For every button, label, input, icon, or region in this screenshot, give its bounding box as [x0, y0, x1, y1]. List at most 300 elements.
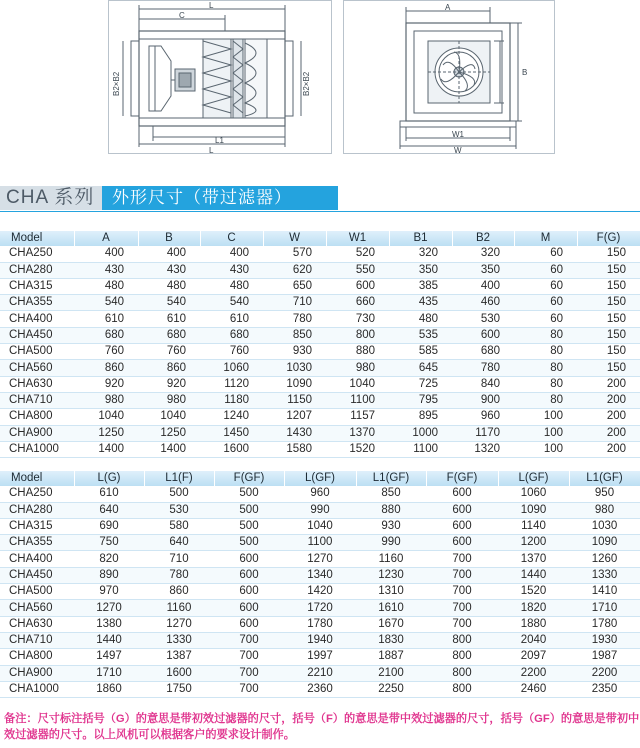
value-cell: 980 — [326, 360, 389, 376]
value-cell: 990 — [356, 535, 426, 551]
value-cell: 1940 — [284, 632, 356, 648]
value-cell: 600 — [214, 551, 284, 567]
footnote: 备注：尺寸标注括号（G）的意思是带初效过滤器的尺寸，括号（F）的意思是带中效过滤器的尺寸，括号（GF）的意思是带初中效过滤器的尺寸。以上风机可以根据客户的要求设计制作。 — [4, 713, 640, 741]
value-cell: 100 — [514, 441, 577, 457]
column-header: B — [138, 231, 200, 246]
model-cell: CHA355 — [0, 295, 74, 311]
dim-label-C: C — [179, 11, 185, 20]
table-row — [0, 360, 640, 376]
model-cell: CHA400 — [0, 311, 74, 327]
value-cell: 1340 — [284, 567, 356, 583]
column-header: W — [263, 231, 326, 246]
table-row — [0, 295, 640, 311]
dim-label-b2-right: B2×B2 — [302, 71, 311, 96]
table-header-row — [0, 471, 640, 486]
value-cell: 60 — [514, 311, 577, 327]
value-cell: 500 — [214, 486, 284, 502]
model-cell: CHA500 — [0, 584, 74, 600]
table-row — [0, 518, 640, 534]
value-cell: 1820 — [498, 600, 569, 616]
value-cell: 1710 — [74, 665, 144, 681]
table-row — [0, 584, 640, 600]
dim-label-b2-left: B2×B2 — [112, 71, 121, 96]
model-cell: CHA1000 — [0, 441, 74, 457]
value-cell: 2250 — [356, 681, 426, 697]
model-cell: CHA710 — [0, 632, 74, 648]
value-cell: 1720 — [284, 600, 356, 616]
value-cell: 1090 — [263, 376, 326, 392]
value-cell: 960 — [284, 486, 356, 502]
value-cell: 610 — [74, 311, 138, 327]
column-header: L(G) — [74, 471, 144, 486]
model-cell: CHA800 — [0, 649, 74, 665]
column-header: F(GF) — [426, 471, 498, 486]
value-cell: 1060 — [498, 486, 569, 502]
value-cell: 1440 — [498, 567, 569, 583]
value-cell: 570 — [263, 246, 326, 262]
value-cell: 430 — [74, 262, 138, 278]
value-cell: 780 — [452, 360, 514, 376]
column-header: F(G) — [577, 231, 640, 246]
value-cell: 850 — [263, 327, 326, 343]
table-row — [0, 486, 640, 502]
side-view-drawing — [108, 0, 332, 154]
table-row — [0, 262, 640, 278]
value-cell: 1997 — [284, 649, 356, 665]
value-cell: 150 — [577, 327, 640, 343]
value-cell: 520 — [326, 246, 389, 262]
value-cell: 1780 — [569, 616, 640, 632]
table-row — [0, 551, 640, 567]
table-row — [0, 376, 640, 392]
table-row — [0, 665, 640, 681]
value-cell: 1040 — [284, 518, 356, 534]
dim-label-A: A — [445, 3, 451, 12]
value-cell: 700 — [426, 584, 498, 600]
value-cell: 150 — [577, 311, 640, 327]
value-cell: 850 — [356, 486, 426, 502]
table-row — [0, 278, 640, 294]
value-cell: 1420 — [284, 584, 356, 600]
value-cell: 1400 — [138, 441, 200, 457]
value-cell: 60 — [514, 278, 577, 294]
value-cell: 60 — [514, 246, 577, 262]
value-cell: 200 — [577, 409, 640, 425]
value-cell: 2460 — [498, 681, 569, 697]
value-cell: 1860 — [74, 681, 144, 697]
column-header: W1 — [326, 231, 389, 246]
value-cell: 200 — [577, 425, 640, 441]
value-cell: 400 — [138, 246, 200, 262]
table-row — [0, 425, 640, 441]
value-cell: 860 — [138, 360, 200, 376]
column-header: C — [200, 231, 263, 246]
value-cell: 1150 — [263, 392, 326, 408]
value-cell: 920 — [138, 376, 200, 392]
model-cell: CHA560 — [0, 360, 74, 376]
value-cell: 710 — [144, 551, 214, 567]
value-cell: 530 — [144, 502, 214, 518]
value-cell: 2100 — [356, 665, 426, 681]
value-cell: 800 — [326, 327, 389, 343]
table-header-row — [0, 231, 640, 246]
value-cell: 930 — [263, 344, 326, 360]
value-cell: 600 — [426, 486, 498, 502]
value-cell: 150 — [577, 360, 640, 376]
table-row — [0, 649, 640, 665]
value-cell: 795 — [389, 392, 452, 408]
value-cell: 890 — [74, 567, 144, 583]
value-cell: 600 — [426, 502, 498, 518]
value-cell: 150 — [577, 246, 640, 262]
value-cell: 1060 — [200, 360, 263, 376]
value-cell: 1370 — [498, 551, 569, 567]
value-cell: 700 — [426, 616, 498, 632]
value-cell: 800 — [426, 681, 498, 697]
value-cell: 1600 — [144, 665, 214, 681]
value-cell: 970 — [74, 584, 144, 600]
value-cell: 2210 — [284, 665, 356, 681]
value-cell: 200 — [577, 376, 640, 392]
table-row — [0, 567, 640, 583]
column-header: M — [514, 231, 577, 246]
value-cell: 980 — [569, 502, 640, 518]
model-cell: CHA280 — [0, 502, 74, 518]
value-cell: 840 — [452, 376, 514, 392]
value-cell: 320 — [452, 246, 514, 262]
value-cell: 860 — [144, 584, 214, 600]
value-cell: 1430 — [263, 425, 326, 441]
model-cell: CHA1000 — [0, 681, 74, 697]
value-cell: 430 — [200, 262, 263, 278]
value-cell: 80 — [514, 344, 577, 360]
value-cell: 480 — [389, 311, 452, 327]
value-cell: 2360 — [284, 681, 356, 697]
value-cell: 1830 — [356, 632, 426, 648]
table-row — [0, 535, 640, 551]
model-cell: CHA315 — [0, 518, 74, 534]
model-cell: CHA900 — [0, 665, 74, 681]
value-cell: 780 — [144, 567, 214, 583]
front-view-svg — [344, 1, 554, 153]
value-cell: 1270 — [74, 600, 144, 616]
value-cell: 1320 — [452, 441, 514, 457]
dim-label-W: W — [454, 146, 462, 153]
value-cell: 1520 — [498, 584, 569, 600]
value-cell: 1250 — [74, 425, 138, 441]
value-cell: 540 — [74, 295, 138, 311]
value-cell: 600 — [452, 327, 514, 343]
column-header: L1(GF) — [569, 471, 640, 486]
value-cell: 930 — [356, 518, 426, 534]
value-cell: 80 — [514, 376, 577, 392]
value-cell: 1410 — [569, 584, 640, 600]
value-cell: 535 — [389, 327, 452, 343]
value-cell: 1987 — [569, 649, 640, 665]
value-cell: 1780 — [284, 616, 356, 632]
column-header: L(GF) — [498, 471, 569, 486]
value-cell: 500 — [214, 535, 284, 551]
value-cell: 1887 — [356, 649, 426, 665]
value-cell: 385 — [389, 278, 452, 294]
value-cell: 1270 — [144, 616, 214, 632]
column-header: F(GF) — [214, 471, 284, 486]
value-cell: 960 — [452, 409, 514, 425]
value-cell: 895 — [389, 409, 452, 425]
model-cell: CHA900 — [0, 425, 74, 441]
value-cell: 680 — [74, 327, 138, 343]
dim-label-L1: L1 — [215, 136, 224, 145]
value-cell: 1157 — [326, 409, 389, 425]
value-cell: 460 — [452, 295, 514, 311]
value-cell: 800 — [426, 632, 498, 648]
value-cell: 430 — [138, 262, 200, 278]
value-cell: 600 — [214, 584, 284, 600]
value-cell: 400 — [452, 278, 514, 294]
value-cell: 620 — [263, 262, 326, 278]
value-cell: 2200 — [498, 665, 569, 681]
value-cell: 400 — [74, 246, 138, 262]
value-cell: 610 — [200, 311, 263, 327]
dim-label-L-top: L — [209, 1, 214, 10]
value-cell: 1450 — [200, 425, 263, 441]
value-cell: 645 — [389, 360, 452, 376]
model-cell: CHA315 — [0, 278, 74, 294]
value-cell: 750 — [74, 535, 144, 551]
value-cell: 80 — [514, 327, 577, 343]
model-cell: CHA450 — [0, 567, 74, 583]
model-cell: CHA630 — [0, 376, 74, 392]
value-cell: 80 — [514, 360, 577, 376]
value-cell: 2097 — [498, 649, 569, 665]
value-cell: 540 — [138, 295, 200, 311]
value-cell: 1200 — [498, 535, 569, 551]
value-cell: 1750 — [144, 681, 214, 697]
value-cell: 150 — [577, 278, 640, 294]
model-cell: CHA250 — [0, 486, 74, 502]
value-cell: 1100 — [389, 441, 452, 457]
value-cell: 1140 — [498, 518, 569, 534]
value-cell: 880 — [356, 502, 426, 518]
value-cell: 150 — [577, 262, 640, 278]
value-cell: 1600 — [200, 441, 263, 457]
value-cell: 500 — [214, 518, 284, 534]
value-cell: 435 — [389, 295, 452, 311]
value-cell: 800 — [426, 665, 498, 681]
value-cell: 540 — [200, 295, 263, 311]
dim-label-B: B — [522, 68, 528, 77]
value-cell: 400 — [200, 246, 263, 262]
value-cell: 1090 — [569, 535, 640, 551]
value-cell: 640 — [74, 502, 144, 518]
value-cell: 1370 — [326, 425, 389, 441]
value-cell: 800 — [426, 649, 498, 665]
value-cell: 1580 — [263, 441, 326, 457]
value-cell: 480 — [74, 278, 138, 294]
value-cell: 60 — [514, 295, 577, 311]
value-cell: 1260 — [569, 551, 640, 567]
value-cell: 730 — [326, 311, 389, 327]
value-cell: 1930 — [569, 632, 640, 648]
value-cell: 350 — [452, 262, 514, 278]
value-cell: 600 — [214, 567, 284, 583]
value-cell: 1330 — [144, 632, 214, 648]
front-view-drawing — [343, 0, 555, 154]
value-cell: 700 — [426, 600, 498, 616]
dim-label-L: L — [209, 146, 214, 153]
value-cell: 820 — [74, 551, 144, 567]
value-cell: 1160 — [356, 551, 426, 567]
value-cell: 680 — [138, 327, 200, 343]
value-cell: 660 — [326, 295, 389, 311]
value-cell: 640 — [144, 535, 214, 551]
value-cell: 1207 — [263, 409, 326, 425]
value-cell: 610 — [138, 311, 200, 327]
value-cell: 1000 — [389, 425, 452, 441]
value-cell: 530 — [452, 311, 514, 327]
dimensions-table-1 — [0, 231, 640, 458]
value-cell: 860 — [74, 360, 138, 376]
value-cell: 1497 — [74, 649, 144, 665]
table-row — [0, 681, 640, 697]
value-cell: 980 — [74, 392, 138, 408]
model-cell: CHA250 — [0, 246, 74, 262]
value-cell: 480 — [138, 278, 200, 294]
value-cell: 200 — [577, 441, 640, 457]
column-header: L1(GF) — [356, 471, 426, 486]
value-cell: 1270 — [284, 551, 356, 567]
value-cell: 1400 — [74, 441, 138, 457]
table-row — [0, 327, 640, 343]
value-cell: 1040 — [74, 409, 138, 425]
table-row — [0, 616, 640, 632]
column-header: B1 — [389, 231, 452, 246]
value-cell: 80 — [514, 392, 577, 408]
value-cell: 150 — [577, 344, 640, 360]
value-cell: 700 — [214, 665, 284, 681]
column-header: L1(F) — [144, 471, 214, 486]
model-cell: CHA280 — [0, 262, 74, 278]
dim-label-W1: W1 — [452, 130, 464, 139]
value-cell: 780 — [263, 311, 326, 327]
value-cell: 1440 — [74, 632, 144, 648]
series-tag: CHA 系列 — [0, 186, 102, 210]
section-divider — [0, 211, 640, 212]
value-cell: 1180 — [200, 392, 263, 408]
value-cell: 725 — [389, 376, 452, 392]
value-cell: 550 — [326, 262, 389, 278]
value-cell: 690 — [74, 518, 144, 534]
column-header: Model — [0, 231, 74, 246]
table-row — [0, 311, 640, 327]
value-cell: 2200 — [569, 665, 640, 681]
value-cell: 1120 — [200, 376, 263, 392]
value-cell: 1100 — [326, 392, 389, 408]
value-cell: 610 — [74, 486, 144, 502]
table-row — [0, 632, 640, 648]
model-cell: CHA710 — [0, 392, 74, 408]
value-cell: 880 — [326, 344, 389, 360]
value-cell: 585 — [389, 344, 452, 360]
model-cell: CHA450 — [0, 327, 74, 343]
value-cell: 600 — [426, 535, 498, 551]
column-header: B2 — [452, 231, 514, 246]
value-cell: 1030 — [263, 360, 326, 376]
value-cell: 100 — [514, 409, 577, 425]
value-cell: 1240 — [200, 409, 263, 425]
model-cell: CHA800 — [0, 409, 74, 425]
value-cell: 1160 — [144, 600, 214, 616]
table-row — [0, 392, 640, 408]
value-cell: 1380 — [74, 616, 144, 632]
section-title: 外形尺寸（带过滤器） — [102, 186, 338, 210]
value-cell: 1387 — [144, 649, 214, 665]
value-cell: 1330 — [569, 567, 640, 583]
value-cell: 100 — [514, 425, 577, 441]
value-cell: 1100 — [284, 535, 356, 551]
value-cell: 700 — [426, 567, 498, 583]
drawings-area — [0, 0, 640, 175]
value-cell: 760 — [200, 344, 263, 360]
column-header: A — [74, 231, 138, 246]
table-row — [0, 600, 640, 616]
value-cell: 200 — [577, 392, 640, 408]
table-row — [0, 246, 640, 262]
table-row — [0, 344, 640, 360]
table-row — [0, 409, 640, 425]
value-cell: 760 — [138, 344, 200, 360]
value-cell: 2040 — [498, 632, 569, 648]
value-cell: 760 — [74, 344, 138, 360]
column-header: Model — [0, 471, 74, 486]
value-cell: 600 — [214, 600, 284, 616]
value-cell: 1310 — [356, 584, 426, 600]
value-cell: 1040 — [138, 409, 200, 425]
value-cell: 1090 — [498, 502, 569, 518]
value-cell: 700 — [214, 632, 284, 648]
value-cell: 60 — [514, 262, 577, 278]
model-cell: CHA500 — [0, 344, 74, 360]
model-cell: CHA355 — [0, 535, 74, 551]
value-cell: 680 — [452, 344, 514, 360]
value-cell: 650 — [263, 278, 326, 294]
value-cell: 990 — [284, 502, 356, 518]
value-cell: 980 — [138, 392, 200, 408]
value-cell: 1040 — [326, 376, 389, 392]
model-cell: CHA630 — [0, 616, 74, 632]
value-cell: 710 — [263, 295, 326, 311]
table-row — [0, 441, 640, 457]
value-cell: 580 — [144, 518, 214, 534]
value-cell: 1880 — [498, 616, 569, 632]
value-cell: 1250 — [138, 425, 200, 441]
value-cell: 1710 — [569, 600, 640, 616]
column-header: L(GF) — [284, 471, 356, 486]
section-header — [0, 184, 640, 212]
value-cell: 600 — [214, 616, 284, 632]
value-cell: 150 — [577, 295, 640, 311]
model-cell: CHA400 — [0, 551, 74, 567]
value-cell: 700 — [426, 551, 498, 567]
value-cell: 320 — [389, 246, 452, 262]
side-view-svg — [109, 1, 331, 153]
value-cell: 680 — [200, 327, 263, 343]
model-cell: CHA560 — [0, 600, 74, 616]
value-cell: 920 — [74, 376, 138, 392]
value-cell: 950 — [569, 486, 640, 502]
value-cell: 500 — [144, 486, 214, 502]
dimensions-table-2 — [0, 471, 640, 698]
